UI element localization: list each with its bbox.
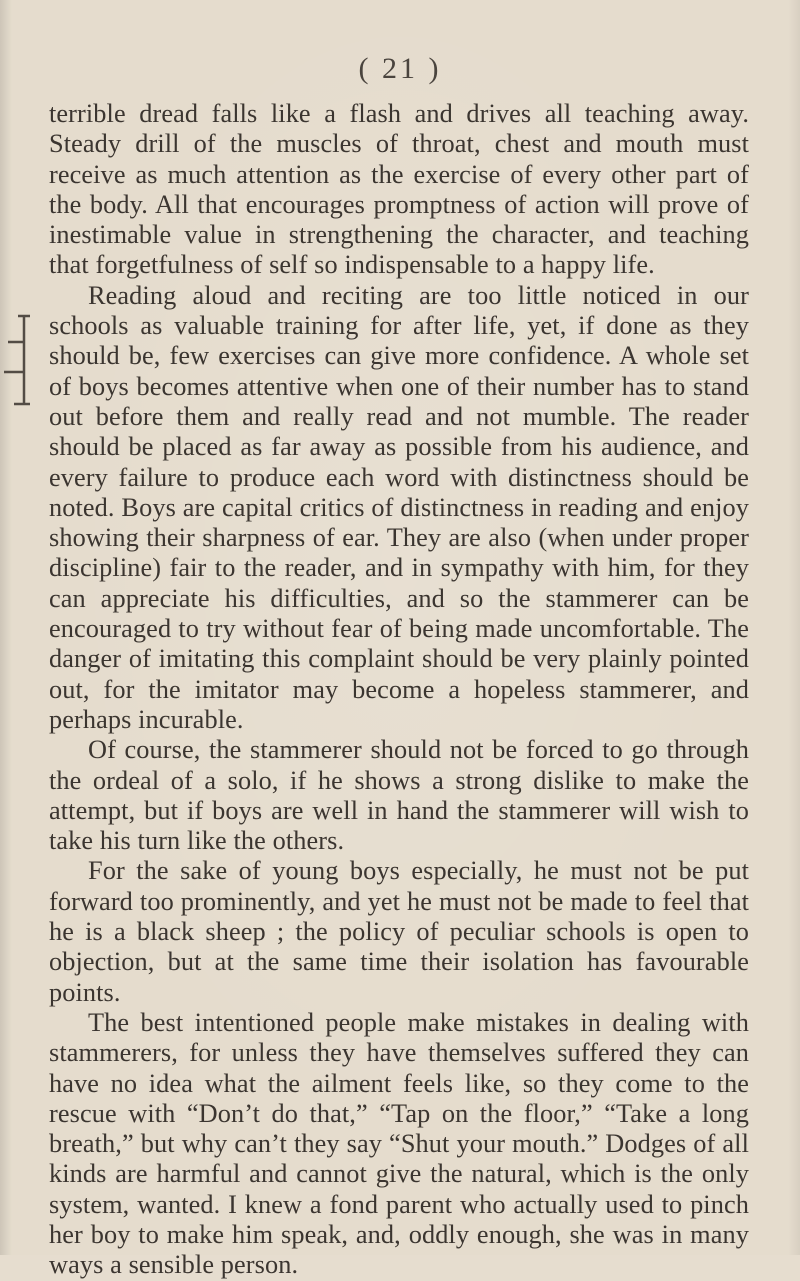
paragraph: Reading aloud and reciting are too little noticed in our schools as valuable training for after life, yet, if done as they should be, few exercises can give more confidence. A whole set of boys becomes attentive when one of their number has to stand out before them and really read and not mumble. The reader should be placed as far away as possible from his audience, and every failure to produce each word with distinctness should be noted. Boys are capital critics of distinctness in reading and enjoy showing their sharpness of ear. They are also (when under proper discipline) fair to the reader, and in sympathy with him, for they can appreciate his difficulties, and so the stammerer can be encouraged to try without fear of being made uncomfortable. The danger of imitating this complaint should be very plainly pointed out, for the imitator may become a hopeless stammerer, and perhaps incurable.: [49, 280, 749, 734]
paragraph: The best intentioned people make mistakes in dealing with stammerers, for unless they have themselves suffered they can have no idea what the ailment feels like, so they come to the rescue with “Don’t do that,” “Tap on the floor,” “Take a long breath,” but why can’t they say “Shut your mouth.” Dodges of all kinds are harmful and cannot give the natural, which is the only system, wanted. I knew a fond parent who actually used to pinch her boy to make him speak, and, oddly enough, she was in many ways a sensible person.: [49, 1007, 749, 1280]
paragraph: Of course, the stammerer should not be forced to go through the ordeal of a solo, if he shows a strong dislike to make the attempt, but if boys are well in hand the stammerer will wish to take his turn like the others.: [49, 735, 749, 856]
paragraph: For the sake of young boys especially, he must not be put forward too prominently, and yet he must not be made to feel that he is a black sheep ; the policy of peculiar schools is open to objection, but at the same time their isolation has favourable points.: [49, 856, 749, 1007]
paragraph: terrible dread falls like a flash and drives all teaching away. Steady drill of the muscles of throat, chest and mouth must receive as much attention as the exercise of every other part of the body. All that encourages promptness of action will prove of inestimable value in strengthening the character, and teaching that forgetfulness of self so indispensable to a happy life.: [49, 99, 749, 280]
body-text: [49, 99, 749, 1281]
margin-bracket-mark: [0, 312, 40, 412]
page-number: ( 21 ): [358, 52, 442, 85]
